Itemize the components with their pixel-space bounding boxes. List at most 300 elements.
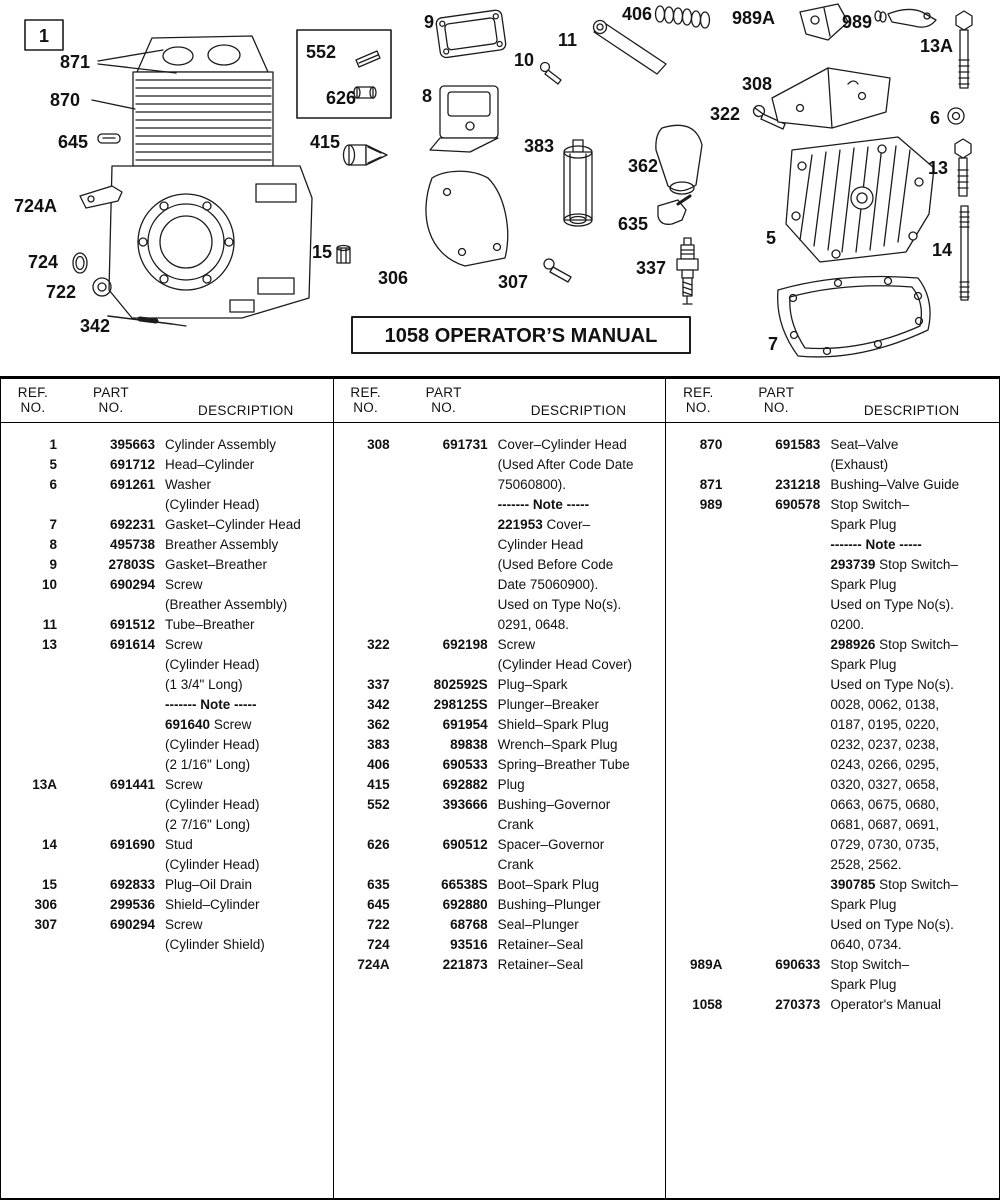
stud-drawing [960,206,969,300]
part-row-line [674,515,993,535]
part-row-line [9,475,327,495]
part-no-cell: 221873 [442,957,488,972]
breather-assembly-drawing [430,86,498,152]
description-cell: Shield–Spark Plug [497,717,609,732]
ref-no-cell: 645 [367,897,390,912]
ref-no-cell: 1 [49,437,57,452]
ref-no-cell [342,535,390,555]
part-row-line [674,495,993,515]
part-row-line [674,615,993,635]
part-row-line [342,815,660,835]
description-cell: (Cylinder Head) [165,737,260,752]
callout-306: 306 [378,268,409,288]
part-row-line [674,535,993,555]
part-no-cell: 690533 [442,757,488,772]
part-no-cell [67,655,155,675]
description-cell: Spark Plug [830,657,897,672]
description-cell: Spark Plug [830,897,897,912]
part-no-cell: 231218 [775,477,821,492]
ref-no-cell: 552 [367,797,390,812]
ref-no-cell: 383 [367,737,390,752]
part-no-cell: 691512 [109,617,155,632]
ref-no-cell: 722 [367,917,390,932]
description-cell: Tube–Breather [165,617,255,632]
description-cell: Used on Type No(s). [497,597,622,612]
cover-cylinder-head-drawing [772,68,890,128]
ref-no-cell [674,875,722,895]
description-cell: Gasket–Breather [165,557,268,572]
part-row-line [9,835,327,855]
description-cell: Washer [165,477,212,492]
header-line: PART [758,385,795,400]
part-row-line [9,935,327,955]
callout-15: 15 [312,242,333,262]
part-row-line [342,915,660,935]
part-row-line [9,775,327,795]
diagram-svg [0,0,1000,376]
description-cell: Used on Type No(s). [830,677,954,692]
bolt-13-drawing [955,139,971,196]
gasket-breather-drawing [436,9,507,58]
description-cell: Wrench–Spark Plug [497,737,618,752]
screw-breather-drawing [541,63,562,85]
ref-no-cell: 871 [699,477,723,492]
callout-322: 322 [710,104,741,124]
part-row-line [9,595,327,615]
description-cell: Plug [497,777,525,792]
ref-no-cell: 1058 [692,997,723,1012]
description-cell: Spark Plug [830,977,897,992]
description-cell: Screw [497,637,536,652]
part-no-cell: 691690 [109,837,155,852]
part-no-cell [732,675,820,695]
part-no-cell: 66538S [441,877,488,892]
part-row-line [9,875,327,895]
part-row-line [674,735,993,755]
part-no-cell [732,735,820,755]
ref-no-cell [674,735,722,755]
ref-no-cell: 322 [367,637,390,652]
part-row-line [9,755,327,775]
header-line: NO. [20,400,46,415]
ref-no-cell: 13 [41,637,57,652]
part-no-cell [67,795,155,815]
description-cell: Plug–Spark [497,677,568,692]
header-description [830,385,993,418]
callout-552: 552 [306,42,337,62]
part-no-cell: 692882 [442,777,488,792]
part-row-line [342,755,660,775]
header-ref-no [342,385,390,418]
parts-table [0,376,1000,1200]
ref-no-cell [342,455,390,475]
part-row-line [342,595,660,615]
ref-no-cell: 406 [367,757,390,772]
cylinder-assembly-drawing [109,36,312,318]
shield-cylinder-drawing [426,171,508,266]
shield-spark-plug-drawing [656,125,702,194]
part-row-line [342,895,660,915]
part-row-line [674,455,993,475]
part-row-line [342,795,660,815]
callout-724: 724 [28,252,59,272]
description-cell: 0028, 0062, 0138, [830,697,940,712]
description-cell: Bushing–Plunger [497,897,601,912]
callout-989a: 989A [732,8,776,28]
part-row-line [9,635,327,655]
ref-no-cell [9,695,57,715]
callout-989: 989 [842,12,873,32]
part-row-line [9,815,327,835]
part-no-cell: 692833 [109,877,155,892]
part-row-line [9,915,327,935]
part-no-cell [732,935,820,955]
part-no-cell [732,715,820,735]
part-no-cell [67,595,155,615]
part-no-cell: 691614 [109,637,155,652]
part-no-cell [732,855,820,875]
description-cell: ------- Note ----- [497,497,590,512]
part-row-line [342,615,660,635]
description-cell: (Cylinder Head Cover) [497,657,632,672]
ref-no-cell: 6 [49,477,57,492]
description-cell: ------- Note ----- [830,537,922,552]
part-row-line [674,755,993,775]
part-no-cell: 68768 [450,917,488,932]
part-no-cell: 690512 [442,837,488,852]
part-row-line [674,475,993,495]
description-cell: Gasket–Cylinder Head [165,517,301,532]
description-cell: 293739 Stop Switch– [830,557,958,572]
description-cell: ------- Note ----- [165,697,257,712]
ref-no-cell: 342 [367,697,390,712]
part-row-line [9,435,327,455]
callout-11: 11 [558,30,578,50]
ref-no-cell: 306 [34,897,57,912]
callout-9: 9 [424,12,435,32]
ref-no-cell [9,795,57,815]
description-cell: Cover–Cylinder Head [497,437,627,452]
description-cell: Retainer–Seal [497,937,584,952]
description-cell: 0187, 0195, 0220, [830,717,940,732]
callout-722: 722 [46,282,77,302]
ref-no-cell: 10 [41,577,57,592]
part-row-line [342,435,660,455]
callout-645: 645 [58,132,89,152]
table-body [1,423,333,955]
part-no-cell [732,455,820,475]
callout-342: 342 [80,316,111,336]
description-cell: Boot–Spark Plug [497,877,599,892]
header-part-no [67,385,155,418]
ref-no-cell: 337 [367,677,390,692]
header-description [165,385,327,418]
plug-415-drawing [344,145,388,165]
gasket-cylinder-head-drawing [778,277,930,357]
part-row-line [342,515,660,535]
part-no-cell [732,595,820,615]
part-row-line [342,575,660,595]
callout-308: 308 [742,74,773,94]
spring-breather-tube-drawing [656,6,710,28]
part-no-cell [67,935,155,955]
bushing-plunger-drawing [98,134,120,143]
callout-635: 635 [618,214,649,234]
ref-no-cell [9,675,57,695]
part-no-cell [400,555,488,575]
header-line: NO. [353,400,379,415]
description-cell: 0681, 0687, 0691, [830,817,940,832]
callout-13: 13 [928,158,949,178]
ref-no-cell: 635 [367,877,390,892]
ref-no-cell [342,595,390,615]
part-row-line [674,575,993,595]
table-header [666,379,999,423]
part-row-line [674,775,993,795]
table-header [334,379,666,423]
callout-871: 871 [60,52,91,72]
parts-table-column-1 [1,379,334,1198]
description-cell: 390785 Stop Switch– [830,877,958,892]
part-no-cell [732,875,820,895]
part-no-cell [400,815,488,835]
part-row-line [674,875,993,895]
callout-8: 8 [422,86,433,106]
ref-no-cell: 307 [34,917,57,932]
ref-no-cell [342,515,390,535]
part-no-cell [732,515,820,535]
ref-no-cell: 415 [367,777,390,792]
part-row-line [674,595,993,615]
callout-383: 383 [524,136,555,156]
description-cell: Cylinder Head [497,537,584,552]
part-no-cell [732,655,820,675]
description-cell: Date 75060900). [497,577,599,592]
ref-no-cell: 724 [367,937,390,952]
part-no-cell [400,615,488,635]
part-no-cell: 802592S [433,677,488,692]
description-cell: 0200. [830,617,865,632]
part-no-cell [67,715,155,735]
header-line: REF. [350,385,381,400]
screw-shield-drawing [544,259,571,282]
ref-no-cell [674,915,722,935]
ref-no-cell: 989A [690,957,723,972]
part-row-line [342,675,660,695]
description-cell: Seal–Plunger [497,917,579,932]
ref-no-cell: 362 [367,717,390,732]
description-cell: Bushing–Valve Guide [830,477,960,492]
description-cell: Operator's Manual [830,997,941,1012]
ref-no-cell [674,975,722,995]
description-cell: Used on Type No(s). [830,597,954,612]
description-cell: Shield–Cylinder [165,897,260,912]
part-no-cell: 691731 [442,437,488,452]
description-cell: (2 1/16" Long) [165,757,251,772]
table-body [666,423,999,1015]
part-row-line [342,635,660,655]
part-no-cell [67,695,155,715]
part-row-line [674,995,993,1015]
ref-no-cell [342,495,390,515]
part-row-line [674,935,993,955]
ref-no-cell [674,695,722,715]
part-no-cell [67,495,155,515]
description-cell: Retainer–Seal [497,957,584,972]
ref-no-cell [342,855,390,875]
description-cell: 0640, 0734. [830,937,902,952]
part-no-cell [732,895,820,915]
description-cell: (Cylinder Head) [165,497,260,512]
boot-spark-plug-drawing [658,196,690,224]
description-cell: (1 3/4" Long) [165,677,243,692]
callout-406: 406 [622,4,653,24]
part-row-line [9,455,327,475]
description-cell: 0232, 0237, 0238, [830,737,940,752]
part-row-line [674,855,993,875]
part-no-cell [67,735,155,755]
ref-no-cell [9,655,57,675]
stop-switch-989a-drawing [800,4,848,40]
ref-no-cell [674,455,722,475]
part-no-cell [67,675,155,695]
ref-no-cell [9,855,57,875]
part-no-cell: 27803S [108,557,155,572]
description-cell: Crank [497,817,534,832]
part-no-cell: 690578 [775,497,821,512]
header-line: NO. [763,400,789,415]
description-cell: (Cylinder Head) [165,857,260,872]
part-no-cell [732,635,820,655]
part-row-line [342,835,660,855]
ref-no-cell [674,815,722,835]
description-cell: Stop Switch– [830,957,910,972]
part-row-line [9,795,327,815]
ref-no-cell [9,595,57,615]
retainer-seal-724-drawing [73,253,87,273]
description-cell: 691640 Screw [165,717,252,732]
description-cell: Screw [165,577,203,592]
part-no-cell: 89838 [450,737,488,752]
ref-no-cell: 5 [49,457,57,472]
description-cell: 0243, 0266, 0295, [830,757,940,772]
ref-no-cell [674,515,722,535]
part-no-cell [400,535,488,555]
header-ref-no [9,385,57,418]
part-row-line [674,795,993,815]
part-row-line [9,535,327,555]
part-row-line [9,575,327,595]
part-row-line [674,955,993,975]
part-no-cell [732,575,820,595]
part-no-cell [732,795,820,815]
part-row-line [342,935,660,955]
ref-no-cell [342,655,390,675]
part-no-cell: 690294 [109,917,155,932]
ref-no-cell [674,575,722,595]
description-cell: (Exhaust) [830,457,889,472]
part-row-line [342,535,660,555]
ref-no-cell [674,755,722,775]
part-row-line [9,495,327,515]
part-row-line [674,975,993,995]
header-line: DESCRIPTION [198,403,294,418]
ref-no-cell [9,735,57,755]
part-no-cell [400,515,488,535]
header-line: DESCRIPTION [863,403,960,418]
description-cell: Spark Plug [830,577,897,592]
description-cell: (Used Before Code [497,557,614,572]
part-row-line [9,735,327,755]
ref-no-cell [674,535,722,555]
part-row-line [342,955,660,975]
ref-no-cell: 14 [41,837,57,852]
ref-no-cell: 8 [49,537,57,552]
callout-14: 14 [932,240,953,260]
header-description [498,385,660,418]
part-no-cell [400,595,488,615]
callout-415: 415 [310,132,341,152]
description-cell: Spring–Breather Tube [497,757,630,772]
ref-no-cell: 870 [699,437,723,452]
description-cell: Screw [165,637,203,652]
callout-1: 1 [38,26,50,46]
part-row-line [9,895,327,915]
part-no-cell [400,855,488,875]
bolt-13a-drawing [956,11,972,88]
part-row-line [342,875,660,895]
part-no-cell [732,975,820,995]
header-line: REF. [17,385,49,400]
plug-oil-drain-drawing [337,246,350,264]
ref-no-cell [674,795,722,815]
ref-no-cell [674,835,722,855]
part-no-cell [400,455,488,475]
callout-870: 870 [50,90,81,110]
part-no-cell [67,855,155,875]
tube-breather-drawing [594,21,667,75]
ref-no-cell [674,715,722,735]
part-no-cell [732,755,820,775]
part-no-cell [732,535,820,555]
part-no-cell: 93516 [450,937,488,952]
header-part-no [732,385,820,418]
description-cell: Bushing–Governor [497,797,611,812]
part-no-cell: 393666 [442,797,488,812]
ref-no-cell [674,855,722,875]
part-no-cell: 691261 [109,477,155,492]
callout-13a: 13A [920,36,954,56]
part-row-line [674,695,993,715]
description-cell: Plunger–Breaker [497,697,599,712]
header-line: NO. [98,400,124,415]
part-no-cell [400,495,488,515]
part-row-line [674,715,993,735]
table-header [1,379,333,423]
exploded-parts-diagram [0,0,1000,376]
table-body [334,423,666,975]
description-cell: Crank [497,857,534,872]
ref-no-cell: 989 [699,497,723,512]
part-no-cell [732,615,820,635]
part-no-cell: 395663 [109,437,155,452]
parts-table-column-3 [666,379,999,1198]
part-no-cell [732,695,820,715]
part-row-line [674,635,993,655]
callout-5: 5 [766,228,777,248]
ref-no-cell: 308 [367,437,390,452]
description-cell: Breather Assembly [165,537,279,552]
